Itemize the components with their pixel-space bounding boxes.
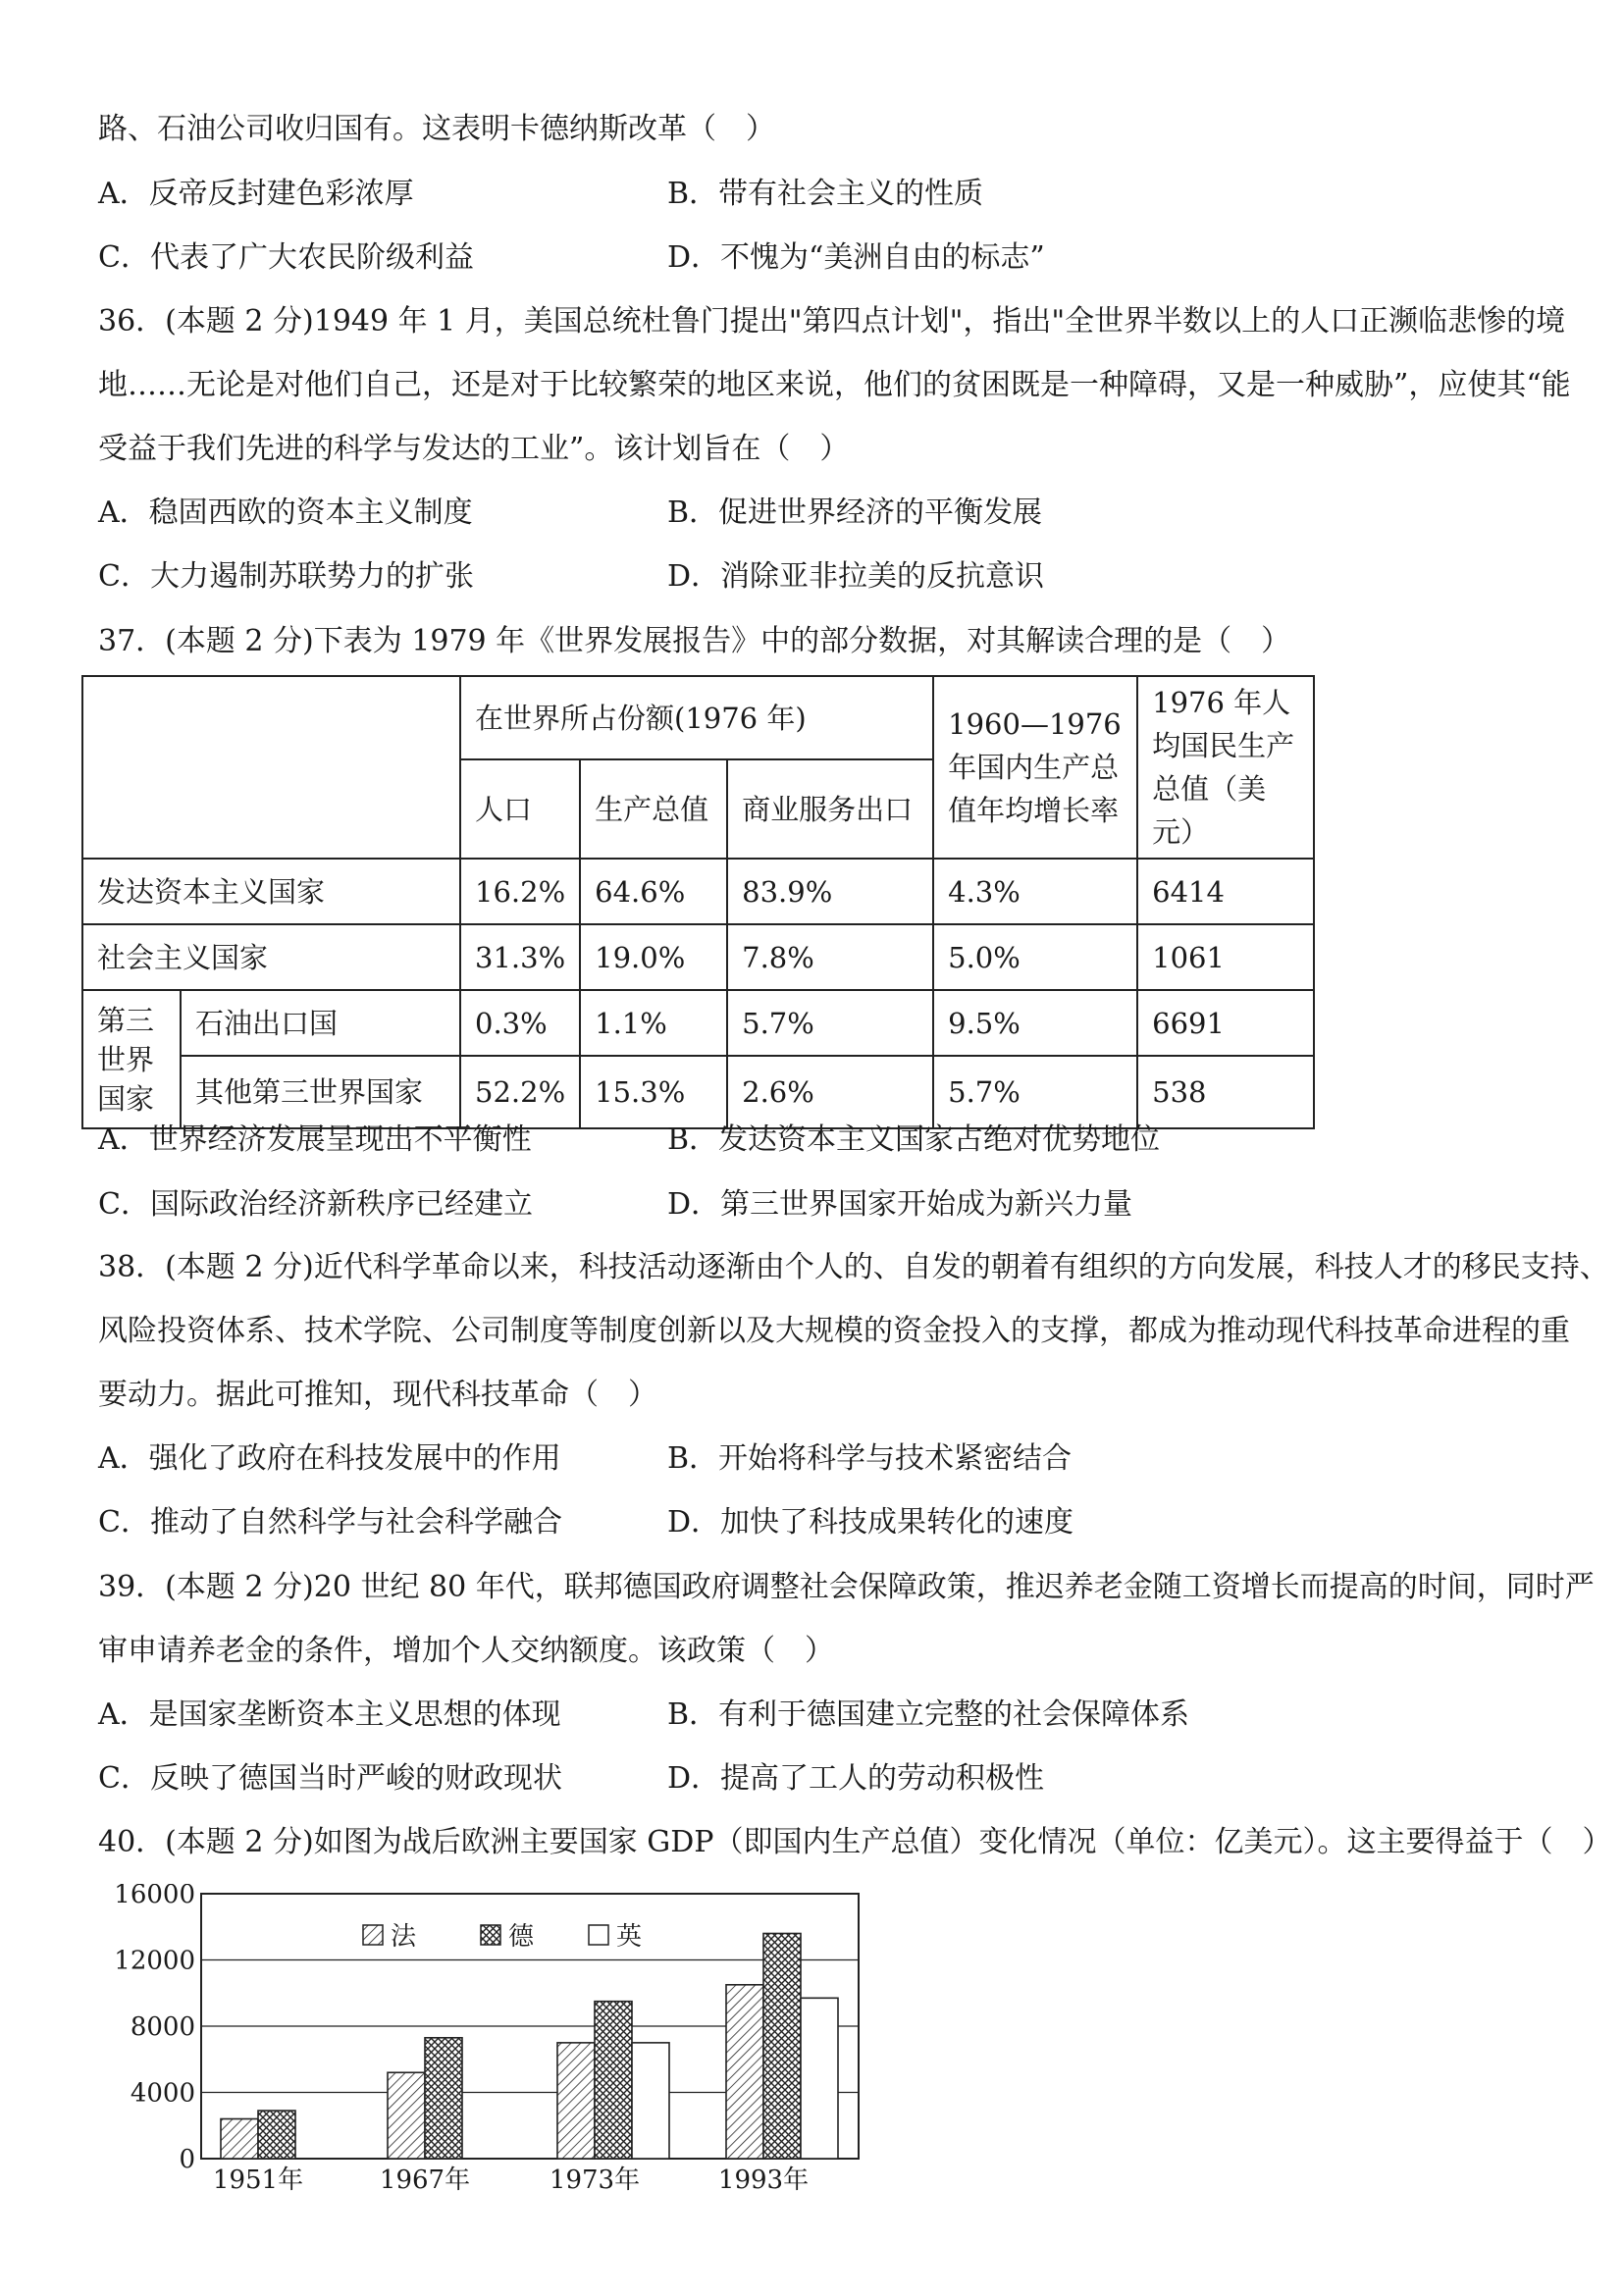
row-name: 发达资本主义国家 <box>82 859 460 924</box>
q39-option-b[interactable]: B．有利于德国建立完整的社会保障体系 <box>667 1697 1190 1732</box>
x-tick-label: 1951年 <box>212 2166 304 2195</box>
cell-growth: 5.0% <box>933 924 1137 990</box>
cell-percap: 6691 <box>1137 990 1314 1056</box>
cell-export: 83.9% <box>727 859 933 924</box>
q38-stem-line-3: 要动力。据此可推知，现代科技革命（ ） <box>98 1378 657 1412</box>
table-header-pop: 人口 <box>460 759 580 859</box>
q38-option-b[interactable]: B．开始将科学与技术紧密结合 <box>667 1441 1073 1476</box>
q39-stem-line-1: 39．(本题 2 分)20 世纪 80 年代，联邦德国政府调整社会保障政策，推迟养老金随工资增长而提高的时间，同时严 <box>98 1570 1595 1604</box>
cell-growth: 9.5% <box>933 990 1137 1056</box>
cell-percap: 1061 <box>1137 924 1314 990</box>
cell-percap: 6414 <box>1137 859 1314 924</box>
table-row <box>82 924 1314 990</box>
x-tick-label: 1993年 <box>717 2166 810 2195</box>
q38-stem-line-1: 38．(本题 2 分)近代科学革命以来，科技活动逐渐由个人的、自发的朝着有组织的方向发展，科技人才的移民支持、 <box>98 1250 1609 1284</box>
x-tick-label: 1967年 <box>379 2166 471 2195</box>
bar-德-1973年 <box>595 2002 632 2159</box>
q36-stem-line-1: 36．(本题 2 分)1949 年 1 月，美国总统杜鲁门提出"第四点计划"，指出"全世界半数以上的人口正濒临悲惨的境 <box>98 304 1566 339</box>
cell-growth: 5.7% <box>933 1056 1137 1128</box>
legend-label: 英 <box>616 1922 643 1952</box>
legend-swatch-德 <box>481 1925 500 1945</box>
q38-option-c[interactable]: C．推动了自然科学与社会科学融合 <box>98 1505 562 1539</box>
cell-growth: 4.3% <box>933 859 1137 924</box>
q36-stem-line-3: 受益于我们先进的科学与发达的工业”。该计划旨在（ ） <box>98 432 850 466</box>
q37-option-c[interactable]: C．国际政治经济新秩序已经建立 <box>98 1187 533 1222</box>
q35-stem: 路、石油公司收归国有。这表明卡德纳斯改革（ ） <box>98 112 775 146</box>
q37-stem: 37．(本题 2 分)下表为 1979 年《世界发展报告》中的部分数据，对其解读合理的是（ ） <box>98 624 1291 658</box>
q36-stem-line-2: 地……无论是对他们自己，还是对于比较繁荣的地区来说，他们的贫困既是一种障碍，又是一种威胁”，应使其“能 <box>98 368 1571 402</box>
q39-option-d[interactable]: D．提高了工人的劳动积极性 <box>667 1761 1045 1796</box>
y-tick-label: 4000 <box>130 2078 195 2109</box>
bar-德-1967年 <box>425 2038 462 2159</box>
y-tick-label: 16000 <box>114 1884 195 1909</box>
q38-stem-line-2: 风险投资体系、技术学院、公司制度等制度创新以及大规模的资金投入的支撑，都成为推动现代科技革命进程的重 <box>98 1314 1570 1348</box>
q35-option-d[interactable]: D．不愧为“美洲自由的标志” <box>667 240 1045 275</box>
q35-option-a[interactable]: A．反帝反封建色彩浓厚 <box>98 177 414 211</box>
q36-option-d[interactable]: D．消除亚非拉美的反抗意识 <box>667 559 1045 594</box>
q40-stem: 40．(本题 2 分)如图为战后欧洲主要国家 GDP（即国内生产总值）变化情况（单位：亿美元）。这主要得益于（ ） <box>98 1825 1612 1859</box>
table-row <box>82 859 1314 924</box>
row-name: 其他第三世界国家 <box>181 1056 460 1128</box>
cell-pop: 0.3% <box>460 990 580 1056</box>
table-row <box>82 990 1314 1056</box>
table-header-growth: 1960—1976 年国内生产总值年均增长率 <box>933 676 1137 859</box>
cell-percap: 538 <box>1137 1056 1314 1128</box>
table-row <box>82 1056 1314 1128</box>
q38-option-a[interactable]: A．强化了政府在科技发展中的作用 <box>98 1441 561 1476</box>
legend-label: 德 <box>508 1922 535 1952</box>
bar-法-1951年 <box>221 2119 258 2160</box>
row-group-third-world: 第三世界国家 <box>82 990 181 1128</box>
q39-option-a[interactable]: A．是国家垄断资本主义思想的体现 <box>98 1697 561 1732</box>
table-header-share: 在世界所占份额(1976 年) <box>460 676 933 759</box>
q39-stem-line-2: 审申请养老金的条件，增加个人交纳额度。该政策（ ） <box>98 1634 834 1668</box>
row-name: 社会主义国家 <box>82 924 460 990</box>
cell-export: 2.6% <box>727 1056 933 1128</box>
bar-德-1993年 <box>763 1934 801 2160</box>
cell-pop: 16.2% <box>460 859 580 924</box>
q37-option-a[interactable]: A．世界经济发展呈现出不平衡性 <box>98 1122 532 1157</box>
world-development-table <box>81 675 1315 1129</box>
cell-pop: 31.3% <box>460 924 580 990</box>
q37-option-d[interactable]: D．第三世界国家开始成为新兴力量 <box>667 1187 1133 1222</box>
bar-法-1967年 <box>388 2072 425 2159</box>
x-tick-label: 1973年 <box>549 2166 641 2195</box>
q35-option-c[interactable]: C．代表了广大农民阶级利益 <box>98 240 474 275</box>
q36-option-a[interactable]: A．稳固西欧的资本主义制度 <box>98 496 473 530</box>
cell-export: 5.7% <box>727 990 933 1056</box>
table-header-gdp: 生产总值 <box>580 759 727 859</box>
cell-gdp: 19.0% <box>580 924 727 990</box>
cell-gdp: 64.6% <box>580 859 727 924</box>
q36-option-b[interactable]: B．促进世界经济的平衡发展 <box>667 496 1043 530</box>
cell-gdp: 1.1% <box>580 990 727 1056</box>
legend-swatch-英 <box>589 1925 608 1945</box>
row-name: 石油出口国 <box>181 990 460 1056</box>
q35-option-b[interactable]: B．带有社会主义的性质 <box>667 177 984 211</box>
y-tick-label: 8000 <box>130 2012 195 2042</box>
q37-option-b[interactable]: B．发达资本主义国家占绝对优势地位 <box>667 1122 1161 1157</box>
table-header-export: 商业服务出口 <box>727 759 933 859</box>
y-tick-label: 0 <box>179 2145 195 2174</box>
cell-pop: 52.2% <box>460 1056 580 1128</box>
cell-gdp: 15.3% <box>580 1056 727 1128</box>
bar-英-1973年 <box>632 2043 669 2159</box>
table-header-percap: 1976 年人均国民生产总值（美元） <box>1137 676 1314 859</box>
q39-option-c[interactable]: C．反映了德国当时严峻的财政现状 <box>98 1761 562 1796</box>
legend-swatch-法 <box>363 1925 383 1945</box>
q36-option-c[interactable]: C．大力遏制苏联势力的扩张 <box>98 559 474 594</box>
bar-法-1993年 <box>726 1985 763 2159</box>
y-tick-label: 12000 <box>114 1946 195 1976</box>
bar-德-1951年 <box>258 2111 295 2159</box>
bar-法-1973年 <box>557 2043 595 2159</box>
q38-option-d[interactable]: D．加快了科技成果转化的速度 <box>667 1505 1074 1539</box>
gdp-bar-chart <box>98 1884 883 2198</box>
cell-export: 7.8% <box>727 924 933 990</box>
legend-label: 法 <box>391 1922 417 1952</box>
bar-英-1993年 <box>801 1998 838 2159</box>
table-corner-cell <box>82 676 460 859</box>
